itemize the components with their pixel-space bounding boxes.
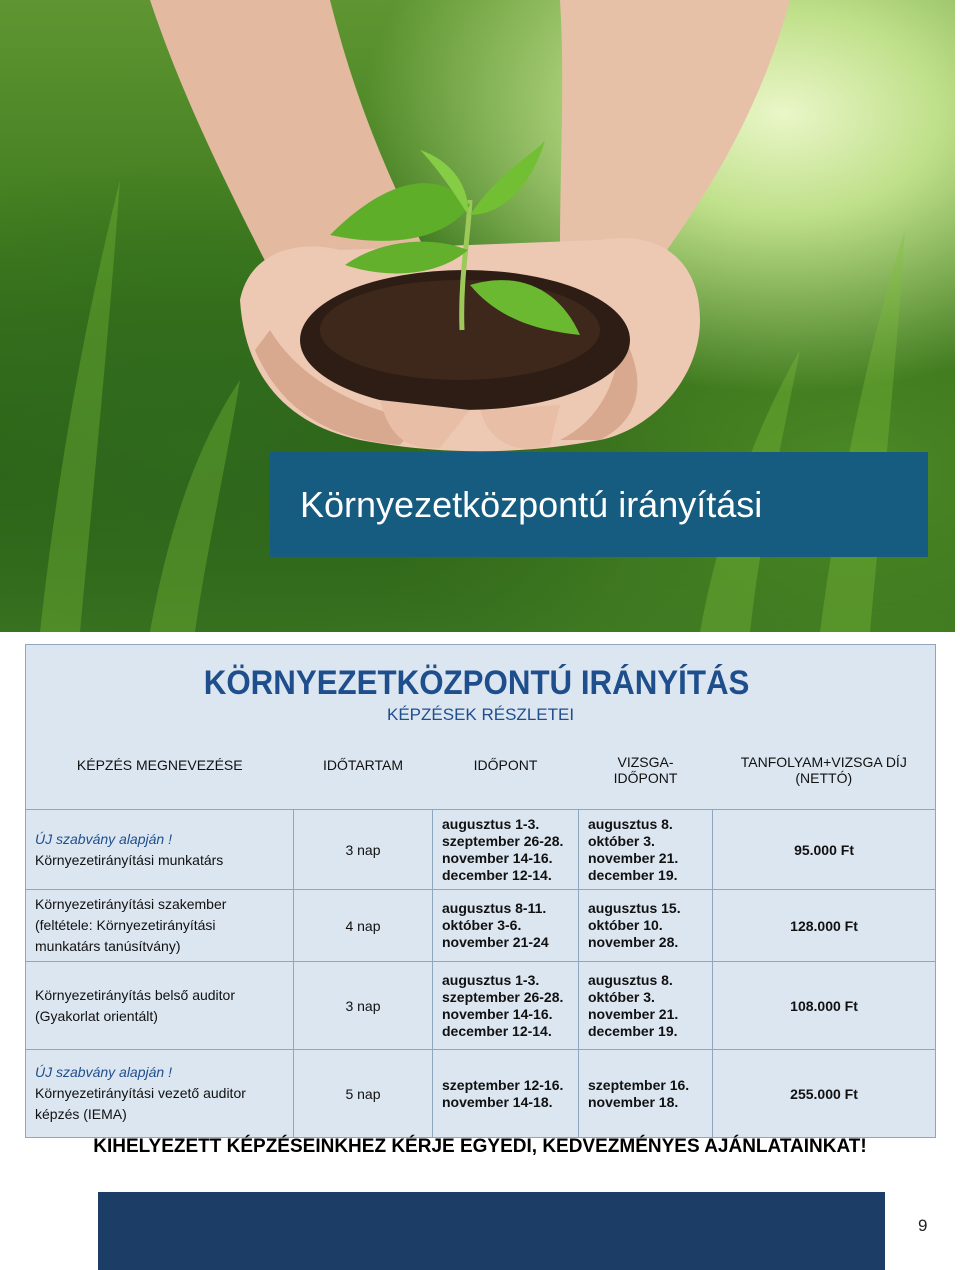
exam-date-item: augusztus 8. [588, 971, 673, 988]
course-fee: 255.000 Ft [713, 1050, 936, 1138]
course-dates [433, 890, 579, 962]
exam-date-item: november 21. [588, 849, 679, 866]
title-banner [270, 452, 928, 557]
course-name [26, 962, 294, 1050]
course-name-line: Környezetirányítási szakember [35, 896, 227, 912]
date-item: szeptember 12-16. [442, 1076, 564, 1093]
date-item: november 21-24 [442, 934, 549, 950]
course-name [26, 810, 294, 890]
exam-date-item: december 19. [588, 866, 678, 883]
date-item: augusztus 1-3. [442, 815, 540, 832]
date-item: augusztus 8-11. [442, 900, 547, 916]
course-name-line: Környezetirányítás belső auditor [35, 986, 235, 1003]
banner-title: Környezetközpontú irányítási [300, 484, 763, 525]
course-duration: 5 nap [294, 1050, 433, 1138]
exam-date-item: október 3. [588, 832, 655, 849]
header-fee-line2: (NETTÓ) [795, 770, 853, 786]
date-item: november 14-18. [442, 1093, 553, 1110]
course-fee: 128.000 Ft [713, 890, 936, 962]
table-header-row [26, 735, 936, 810]
table-title-row [26, 645, 936, 736]
exam-date-item: október 3. [588, 988, 655, 1005]
new-standard-note: ÚJ szabvány alapján ! [35, 1064, 172, 1080]
course-name-line: Környezetirányítási munkatárs [35, 851, 224, 868]
course-fee: 108.000 Ft [713, 962, 936, 1050]
exam-date-item: október 10. [588, 917, 663, 933]
exam-date-item: december 19. [588, 1022, 678, 1039]
course-fee: 95.000 Ft [713, 810, 936, 890]
header-fee [713, 735, 936, 810]
course-dates [433, 962, 579, 1050]
header-name: KÉPZÉS MEGNEVEZÉSE [26, 735, 294, 810]
exam-date-item: augusztus 15. [588, 900, 681, 916]
custom-offer-note: KIHELYEZETT KÉPZÉSEINKHEZ KÉRJE EGYEDI, KEDVEZMÉNYES AJÁNLATAINKAT! [93, 1136, 867, 1157]
table-title-cell [26, 645, 936, 736]
exam-date-item: szeptember 16. [588, 1076, 690, 1093]
table-row [26, 810, 936, 890]
course-dates [433, 810, 579, 890]
footer-bar [98, 1192, 885, 1270]
date-item: november 14-16. [442, 849, 553, 866]
exam-date-item: november 21. [588, 1005, 679, 1022]
date-item: november 14-16. [442, 1005, 553, 1022]
course-name-line: munkatárs tanúsítvány) [35, 938, 181, 954]
course-duration: 4 nap [294, 890, 433, 962]
exam-date-item: november 18. [588, 1093, 679, 1110]
course-name-line: képzés (IEMA) [35, 1106, 127, 1122]
exam-dates [579, 890, 713, 962]
date-item: december 12-14. [442, 1022, 552, 1039]
table-subtitle: KÉPZÉSEK RÉSZLETEI [387, 704, 575, 724]
date-item: szeptember 26-28. [442, 832, 564, 849]
date-item: szeptember 26-28. [442, 988, 564, 1005]
date-item: december 12-14. [442, 866, 552, 883]
course-name-line: (Gyakorlat orientált) [35, 1007, 158, 1024]
header-exam [579, 735, 713, 810]
header-fee-line1: TANFOLYAM+VIZSGA DÍJ [740, 754, 907, 770]
exam-date-item: augusztus 8. [588, 815, 673, 832]
exam-dates [579, 810, 713, 890]
course-dates [433, 1050, 579, 1138]
course-duration: 3 nap [294, 962, 433, 1050]
course-name-line: Környezetirányítási vezető auditor [35, 1085, 246, 1101]
table-row [26, 1050, 936, 1138]
header-date: IDŐPONT [433, 735, 579, 810]
hero-photo [0, 0, 955, 632]
page-number: 9 [918, 1216, 928, 1235]
exam-dates [579, 962, 713, 1050]
new-standard-note: ÚJ szabvány alapján ! [35, 830, 172, 847]
course-name-line: (feltétele: Környezetirányítási [35, 917, 216, 933]
date-item: augusztus 1-3. [442, 971, 540, 988]
course-name [26, 890, 294, 962]
table-row [26, 962, 936, 1050]
date-item: október 3-6. [442, 917, 522, 933]
exam-dates [579, 1050, 713, 1138]
table-row [26, 890, 936, 962]
header-exam-line2: IDŐPONT [613, 770, 678, 786]
table-main-title: KÖRNYEZETKÖZPONTÚ IRÁNYÍTÁS [203, 663, 750, 702]
exam-date-item: november 28. [588, 934, 679, 950]
course-name [26, 1050, 294, 1138]
course-duration: 3 nap [294, 810, 433, 890]
header-exam-line1: VIZSGA- [617, 754, 674, 770]
header-duration: IDŐTARTAM [294, 735, 433, 810]
courses-table [25, 644, 936, 1138]
